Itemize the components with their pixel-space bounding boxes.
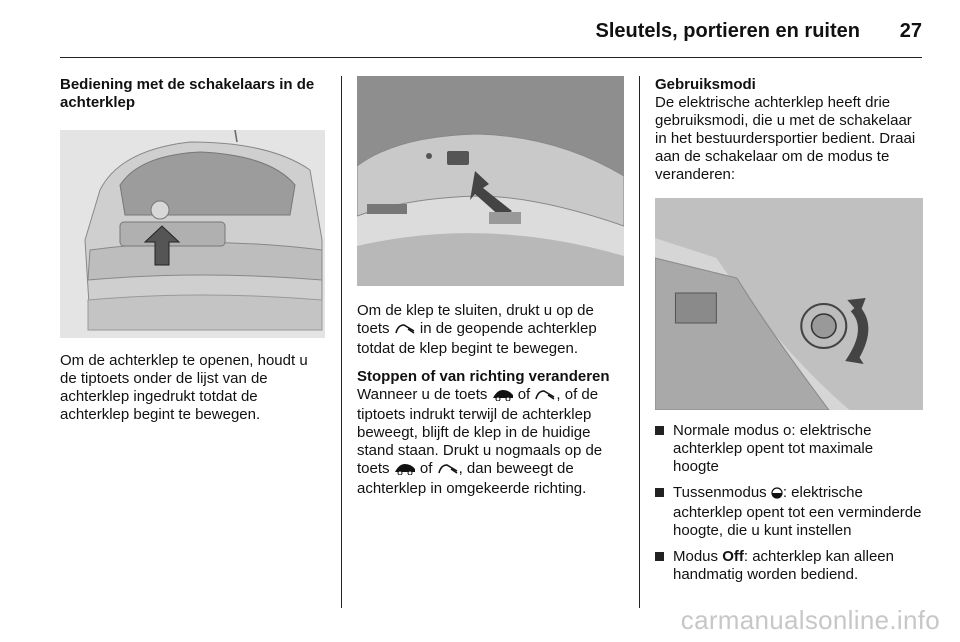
bullet-text: Normale modus o: elektrische achterklep opent tot maximale hoogte: [673, 422, 874, 475]
illustration-door-switch: [655, 198, 923, 410]
page-header: [60, 18, 922, 58]
bullet-square-icon: [655, 552, 664, 561]
section-heading: Bediening met de schakelaars in de achterklep: [60, 76, 315, 111]
header-title: Sleutels, portieren en ruiten: [595, 20, 860, 42]
list-item: [655, 548, 923, 584]
text-run: Om de klep te sluiten, drukt u op de toets: [357, 302, 594, 337]
list-item: [655, 484, 923, 540]
watermark: carmanualsonline.info: [680, 605, 940, 635]
illustration-tailgate-button: [357, 76, 624, 286]
column-3: [655, 76, 923, 592]
paragraph: Om de achterklep te openen, houdt u de tiptoets onder de lijst van de achterklep ingedrukt totdat de achterklep begint te bewegen.: [60, 352, 308, 423]
half-circle-icon: [771, 486, 783, 504]
car-remote-icon: [492, 388, 514, 406]
page-number: 27: [899, 20, 922, 42]
illustration-car-rear: [60, 130, 325, 338]
car-remote-icon: [394, 462, 416, 480]
bullet-bold-text: Off: [722, 548, 744, 565]
bullet-text: Modus: [673, 548, 719, 565]
column-divider: [341, 76, 342, 608]
list-item: [655, 422, 923, 476]
column-2: [357, 76, 624, 498]
text-run: in de geopende achterklep totdat de klep begint te bewegen.: [357, 320, 597, 357]
paragraph: De elektrische achterklep heeft drie gebruiksmodi, die u met de schakelaar in het bestuurdersportier bedient. Draai aan de schakelaar om de modus te veranderen:: [655, 94, 916, 183]
mode-list: [655, 422, 923, 584]
bullet-text: : elektrische achterklep opent tot een verminderde hoogte, die u kunt instellen: [673, 484, 922, 539]
tailgate-close-icon: [394, 322, 416, 340]
bullet-square-icon: [655, 488, 664, 497]
tailgate-close-icon: [437, 462, 459, 480]
text-run: of: [517, 386, 531, 403]
bullet-square-icon: [655, 426, 664, 435]
text-run: Wanneer u de toets: [357, 386, 488, 403]
paragraph: [357, 386, 624, 498]
section-heading: Stoppen of van richting veranderen: [357, 368, 610, 385]
paragraph: [357, 302, 624, 358]
column-divider: [639, 76, 640, 608]
text-run: of: [419, 460, 433, 477]
bullet-text: : achterklep kan alleen handmatig worden bediend.: [673, 548, 894, 583]
tailgate-close-icon: [534, 388, 556, 406]
bullet-text: Tussenmodus: [673, 484, 767, 501]
text-run: , of de tiptoets indrukt terwijl de achterklep beweegt, blijft de klep in de huidige stand staan. Drukt u nogmaals op de toets: [357, 386, 603, 477]
section-heading: Gebruiksmodi: [655, 76, 756, 93]
column-1: [60, 76, 325, 424]
text-run: , dan beweegt de achterklep in omgekeerde richting.: [357, 460, 587, 497]
